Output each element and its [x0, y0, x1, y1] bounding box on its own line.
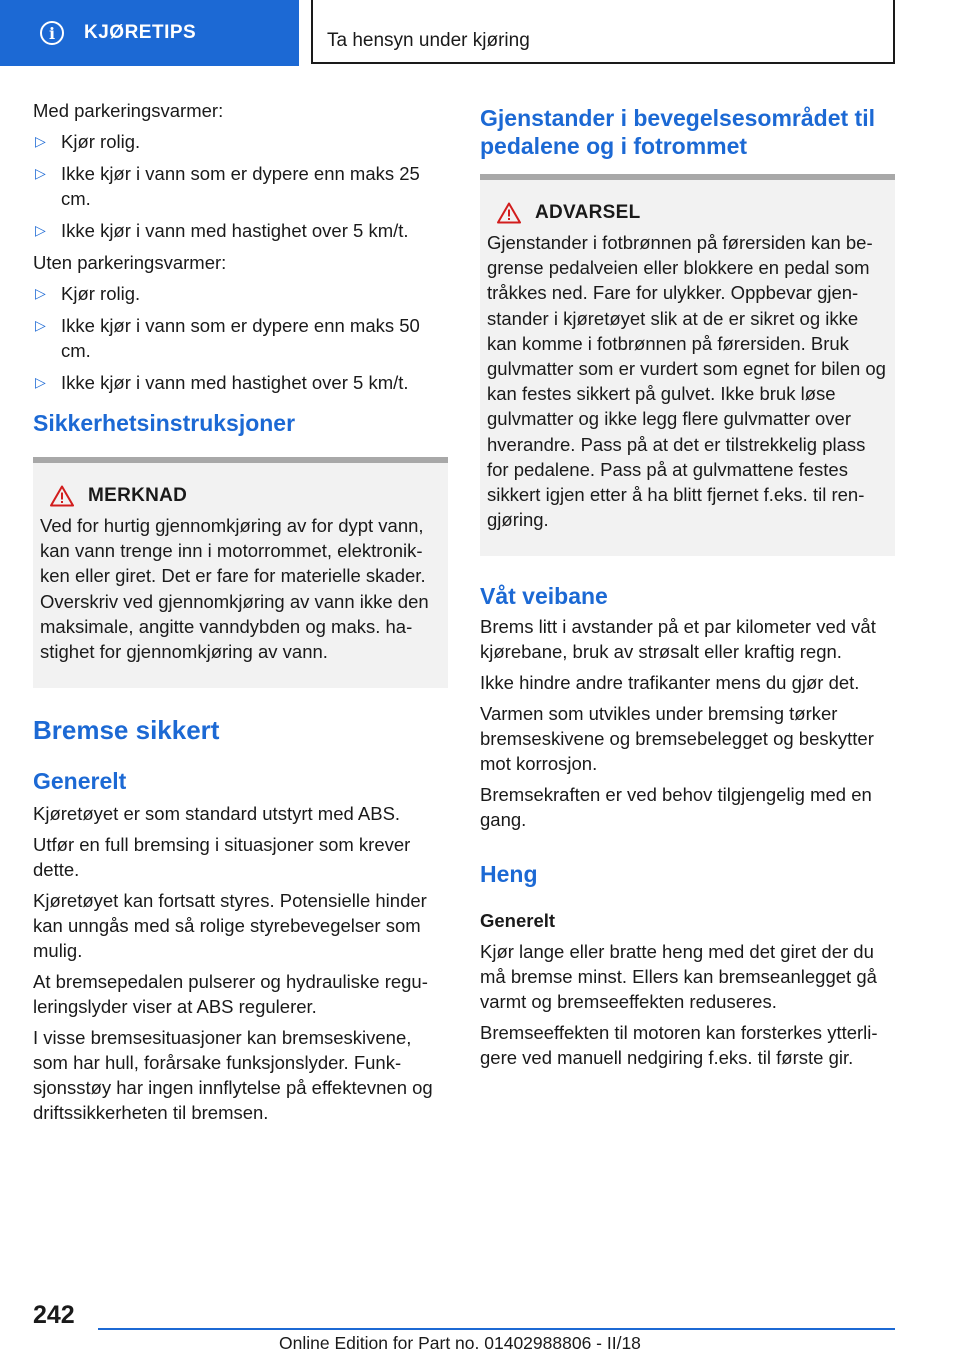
triangle-right-icon: ▷: [35, 317, 46, 333]
safety-heading: Sikkerhetsinstruksjoner: [33, 410, 296, 436]
list-without-heater: [33, 281, 448, 395]
left-column: [33, 98, 448, 1131]
warning-triangle-icon: [497, 202, 521, 224]
slope-subheading: Generelt: [480, 910, 556, 932]
warning-triangle-icon: [50, 485, 74, 507]
brake-heading: Bremse sikkert: [33, 715, 220, 746]
triangle-right-icon: ▷: [35, 285, 46, 301]
list-item: ▷ Ikke kjør i vann med hastighet over 5 km/t.: [35, 372, 409, 393]
paragraph: Brems litt i avstander på et par kilometer ved våt kjørebane, bruk av strøsalt eller kraftig regn.: [480, 616, 876, 663]
chapter-tab-label: KJØRETIPS: [84, 22, 197, 43]
paragraph: Kjøretøyet kan fortsatt styres. Potensielle hinder kan unngås med så rolige styrebevegelser som mulig.: [33, 890, 427, 962]
paragraph: I visse bremsesituasjoner kan bremseskivene, som har hull, forårsake funksjonslyder. Funksjonsstøy har ingen innflytelse på effektevnen og driftssikkerheten til bremsen.: [33, 1027, 433, 1124]
paragraph: Bremsekraften er ved behov tilgjengelig med en gang.: [480, 784, 872, 831]
notice-title: MERKNAD: [88, 485, 188, 506]
paragraph: Varmen som utvikles under bremsing tørker bremseskivene og bremsebelegget og beskytter mot korrosjon.: [480, 703, 874, 775]
section-title: Ta hensyn under kjøring: [327, 30, 530, 51]
wet-road-heading: Våt veibane: [480, 583, 608, 610]
triangle-right-icon: ▷: [35, 374, 46, 390]
chapter-tab[interactable]: [0, 0, 299, 66]
warning-text: Gjenstander i fotbrønnen på førersiden kan begrense pedalveien eller blokkere en pedal som tråkkes ned. Fare for ulykker. Oppbevar gjenstander i kjøretøyet slik at de er sikret og ikke kan komme i fotbrønnen på førersiden. Bruk gulvmatter som er vurdert som egnet for bilen og kan festes sikkert på gulvet. Ikke bruk løse gulvmatter og ikke legg flere gulvmatter over hverandre. Pass på at det er tilstrekkelig plass for pedalene. Pass på at gulvmattene festes sikkert igjen etter å ha blitt fjernet f.eks. til rengjøring.: [487, 232, 886, 531]
paragraph: Utfør en full bremsing i situasjoner som krever dette.: [33, 834, 411, 881]
right-column: [480, 98, 895, 1076]
edition-note: Online Edition for Part no. 01402988806 - II/18: [279, 1333, 641, 1353]
list-item: ▷ Ikke kjør i vann som er dypere enn maks 25 cm.: [35, 163, 420, 209]
footer-divider: [98, 1328, 895, 1330]
general-heading: Generelt: [33, 768, 127, 795]
notice-text: Ved for hurtig gjennomkjøring av for dypt vann, kan vann trenge inn i motorrommet, elektronikken eller giret. Det er fare for materielle skader. Overskriv ved gjennomkjøring av vann ikke den maksimale, angitte vanndybden og maks. hastighet for gjennomkjøring av vann.: [40, 515, 429, 663]
list-item: ▷ Ikke kjør i vann som er dypere enn maks 50 cm.: [35, 315, 420, 361]
list-with-heater: [33, 129, 448, 243]
intro-with-heater: Med parkeringsvarmer:: [33, 100, 224, 121]
triangle-right-icon: ▷: [35, 133, 46, 149]
objects-heading: Gjenstander i bevegelsesområdet til pedalene og i fotrommet: [480, 105, 875, 159]
paragraph: Bremseeffekten til motoren kan forsterkes ytterligere ved manuell nedgiring f.eks. til første gir.: [480, 1022, 878, 1069]
info-icon: i: [40, 21, 64, 45]
paragraph: Kjør lange eller bratte heng med det giret der du må bremse minst. Ellers kan bremseanlegget gå varmt og bremseeffekten reduseres.: [480, 941, 877, 1013]
triangle-right-icon: ▷: [35, 222, 46, 238]
list-item: ▷ Ikke kjør i vann med hastighet over 5 km/t.: [35, 220, 409, 241]
intro-without-heater: Uten parkeringsvarmer:: [33, 252, 227, 273]
list-item: ▷ Kjør rolig.: [35, 131, 141, 152]
warning-title: ADVARSEL: [535, 202, 641, 223]
page-number: 242: [33, 1301, 75, 1329]
warning-box: [480, 174, 895, 556]
list-item: ▷ Kjør rolig.: [35, 283, 141, 304]
paragraph: Ikke hindre andre trafikanter mens du gjør det.: [480, 672, 860, 694]
slope-heading: Heng: [480, 861, 538, 888]
triangle-right-icon: ▷: [35, 165, 46, 181]
section-title-box: [311, 0, 895, 64]
paragraph: At bremsepedalen pulserer og hydrauliske reguleringslyder viser at ABS regulerer.: [33, 971, 428, 1018]
notice-box: [33, 457, 448, 688]
paragraph: Kjøretøyet er som standard utstyrt med ABS.: [33, 803, 401, 825]
